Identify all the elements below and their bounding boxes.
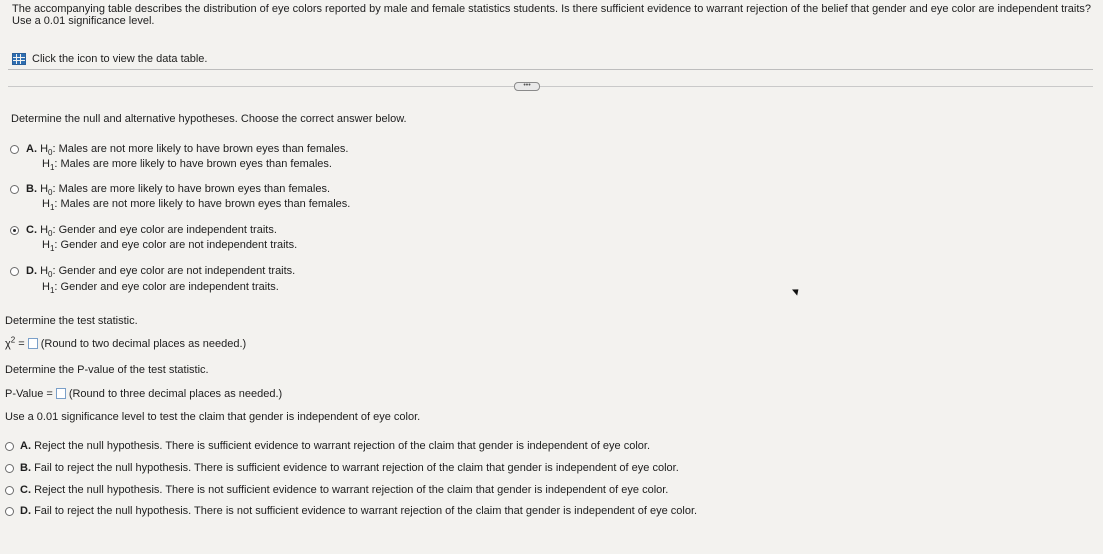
test-statistic-hint: (Round to two decimal places as needed.) [40,338,247,350]
hypothesis-option-c-h1[interactable] [42,239,297,252]
conclusion-option-text: Reject the null hypothesis. There is sufficient evidence to warrant rejection of the claim that gender is independent of eye color. [34,440,651,452]
hypothesis-option-d-h1[interactable] [42,281,279,294]
hypothesis-option-b-h0[interactable] [26,183,330,196]
h0-text: : Males are not more likely to have brown eyes than females. [52,143,349,155]
conclusion-option-text: Fail to reject the null hypothesis. There is not sufficient evidence to warrant rejection of the claim that gender is independent of eye color. [34,505,698,517]
hypothesis-option-b-h1[interactable] [42,198,350,211]
p-value-hint: (Round to three decimal places as needed.) [68,388,283,400]
chi-square-symbol: $\chi^2$ [5,335,16,350]
h0-label: $H_0$ [40,265,53,280]
conclusion-instruction: Use a 0.01 significance level to test the claim that gender is independent of eye color. [5,411,421,423]
h0-text: : Gender and eye color are not independent traits. [52,265,296,277]
hypothesis-option-c-radio[interactable] [10,226,19,235]
p-value-row [5,388,282,401]
hypothesis-option-d-h0[interactable] [26,265,295,278]
hypothesis-option-a-h0[interactable] [26,143,348,156]
h1-text: : Males are not more likely to have brown eyes than females. [54,198,351,210]
test-statistic-input[interactable] [28,338,38,349]
conclusion-option-c-radio[interactable] [5,486,14,495]
h1-text: : Males are more likely to have brown eyes than females. [54,158,332,170]
h0-label: $H_0$ [40,224,53,239]
p-value-instruction: Determine the P-value of the test statistic. [5,364,209,376]
conclusion-option-b-radio[interactable] [5,464,14,473]
option-letter: D. [26,265,37,277]
table-icon[interactable] [12,53,26,65]
data-table-link-text[interactable]: Click the icon to view the data table. [32,53,208,65]
test-statistic-instruction: Determine the test statistic. [5,315,138,327]
conclusion-option-b[interactable]: B. Fail to reject the null hypothesis. There is sufficient evidence to warrant rejection of the claim that gender is independent of eye color. [20,462,679,474]
hypothesis-option-b-radio[interactable] [10,185,19,194]
more-button[interactable]: ••• [514,82,540,91]
h1-label: $H_1$ [42,158,55,173]
conclusion-option-text: Fail to reject the null hypothesis. There is sufficient evidence to warrant rejection of the claim that gender is independent of eye color. [34,462,679,474]
hypothesis-option-a-radio[interactable] [10,145,19,154]
data-table-link[interactable] [12,53,207,65]
option-letter: C. [26,224,37,236]
h0-label: $H_0$ [40,143,53,158]
question-prompt: The accompanying table describes the distribution of eye colors reported by male and female statistics students. Is there sufficient evidence to warrant rejection of the belief that gender and eye color are independent traits? Use a 0.01 significance level. [12,3,1092,27]
h1-label: $H_1$ [42,281,55,296]
conclusion-option-d-radio[interactable] [5,507,14,516]
hypothesis-option-a-h1[interactable] [42,158,332,171]
mouse-cursor-icon [792,286,801,295]
conclusion-option-d[interactable]: D. Fail to reject the null hypothesis. There is not sufficient evidence to warrant rejection of the claim that gender is independent of eye color. [20,505,698,517]
conclusion-option-c[interactable]: C. Reject the null hypothesis. There is not sufficient evidence to warrant rejection of the claim that gender is independent of eye color. [20,484,669,496]
hypothesis-option-c-h0[interactable] [26,224,277,237]
conclusion-option-a-radio[interactable] [5,442,14,451]
test-statistic-row: $\chi^2$ = (Round to two decimal places as needed.) [5,335,247,350]
h0-label: $H_0$ [40,183,53,198]
hypothesis-option-d-radio[interactable] [10,267,19,276]
h1-text: : Gender and eye color are not independent traits. [54,239,298,251]
divider-top [8,69,1093,70]
h1-label: $H_1$ [42,239,55,254]
h0-text: : Gender and eye color are independent traits. [52,224,277,236]
divider-expand [8,86,1093,87]
conclusion-option-a[interactable]: A. Reject the null hypothesis. There is sufficient evidence to warrant rejection of the claim that gender is independent of eye color. [20,440,651,452]
p-value-input[interactable] [56,388,66,399]
h1-label: $H_1$ [42,198,55,213]
option-letter: A. [26,143,37,155]
h0-text: : Males are more likely to have brown eyes than females. [52,183,331,195]
hypotheses-instruction: Determine the null and alternative hypotheses. Choose the correct answer below. [11,113,407,125]
option-letter: B. [26,183,37,195]
h1-text: : Gender and eye color are independent traits. [54,281,279,293]
p-value-label: P-Value = [5,388,53,400]
conclusion-option-text: Reject the null hypothesis. There is not sufficient evidence to warrant rejection of the claim that gender is independent of eye color. [34,484,669,496]
